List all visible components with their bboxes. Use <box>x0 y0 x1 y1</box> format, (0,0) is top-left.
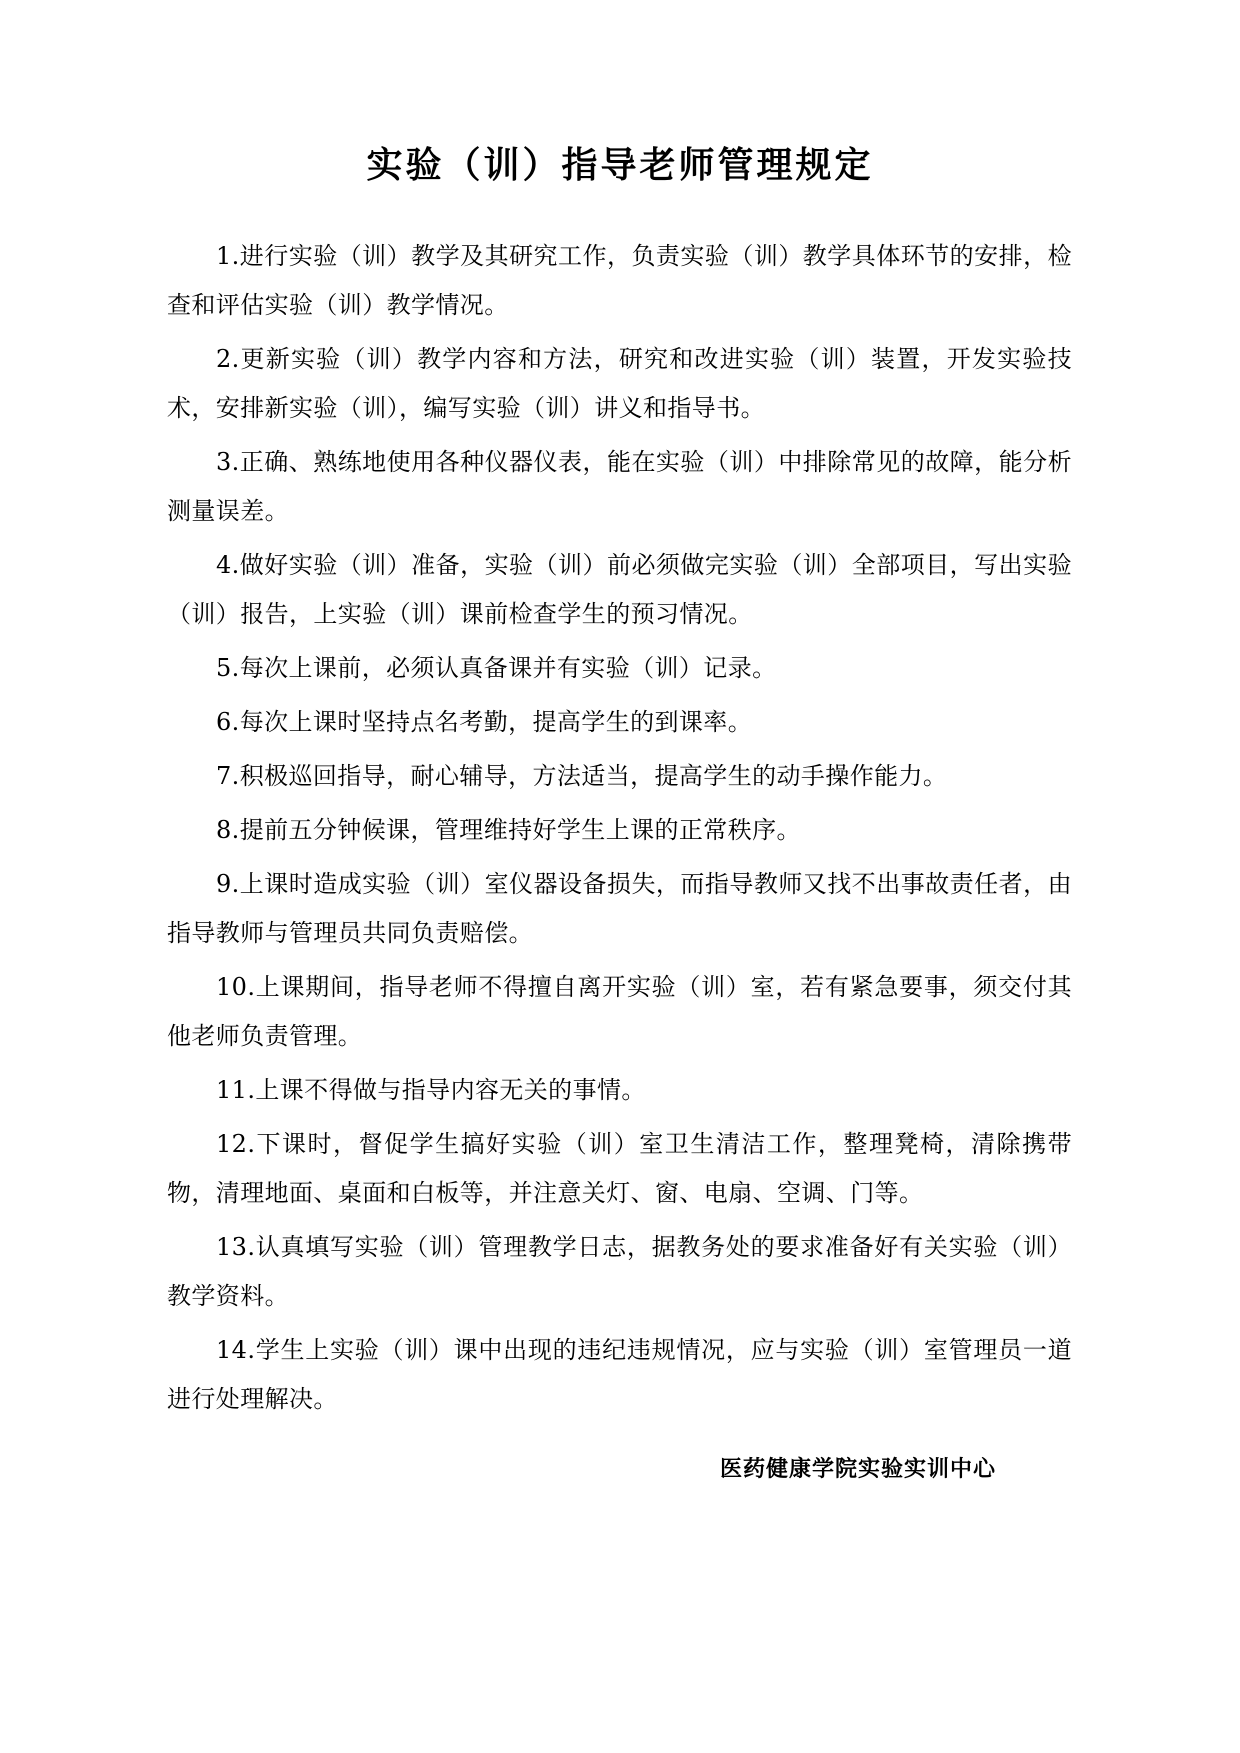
rule-item-14: 14.学生上实验（训）课中出现的违纪违规情况，应与实验（训）室管理员一道进行处理解决。 <box>167 1336 1072 1413</box>
rule-item-11: 11.上课不得做与指导内容无关的事情。 <box>216 1076 646 1104</box>
rules-list <box>167 232 1072 1429</box>
rule-item-4: 4.做好实验（训）准备，实验（训）前必须做完实验（训）全部项目，写出实验（训）报告，上实验（训）课前检查学生的预习情况。 <box>167 551 1072 628</box>
rule-item-13: 13.认真填写实验（训）管理教学日志，据教务处的要求准备好有关实验（训）教学资料。 <box>167 1233 1072 1310</box>
rule-item-9: 9.上课时造成实验（训）室仪器设备损失，而指导教师又找不出事故责任者，由指导教师与管理员共同负责赔偿。 <box>167 870 1072 947</box>
rule-item-6: 6.每次上课时坚持点名考勤，提高学生的到课率。 <box>216 708 753 736</box>
document-title: 实验（训）指导老师管理规定 <box>366 145 874 186</box>
rule-item-5: 5.每次上课前，必须认真备课并有实验（训）记录。 <box>216 654 777 682</box>
rule-item-10: 10.上课期间，指导老师不得擅自离开实验（训）室，若有紧急要事，须交付其他老师负责管理。 <box>167 973 1072 1050</box>
rule-item-3: 3.正确、熟练地使用各种仪器仪表，能在实验（训）中排除常见的故障，能分析测量误差。 <box>167 448 1072 525</box>
rule-item-7: 7.积极巡回指导，耐心辅导，方法适当，提高学生的动手操作能力。 <box>216 762 948 790</box>
issuer-signature: 医药健康学院实验实训中心 <box>720 1457 997 1482</box>
rule-item-8: 8.提前五分钟候课，管理维持好学生上课的正常秩序。 <box>216 816 801 844</box>
rule-item-12: 12.下课时，督促学生搞好实验（训）室卫生清洁工作，整理凳椅，清除携带物，清理地面、桌面和白板等，并注意关灯、窗、电扇、空调、门等。 <box>167 1130 1072 1207</box>
rule-item-1: 1.进行实验（训）教学及其研究工作，负责实验（训）教学具体环节的安排，检查和评估实验（训）教学情况。 <box>167 242 1072 319</box>
rule-item-2: 2.更新实验（训）教学内容和方法，研究和改进实验（训）装置，开发实验技术，安排新实验（训），编写实验（训）讲义和指导书。 <box>167 345 1072 422</box>
